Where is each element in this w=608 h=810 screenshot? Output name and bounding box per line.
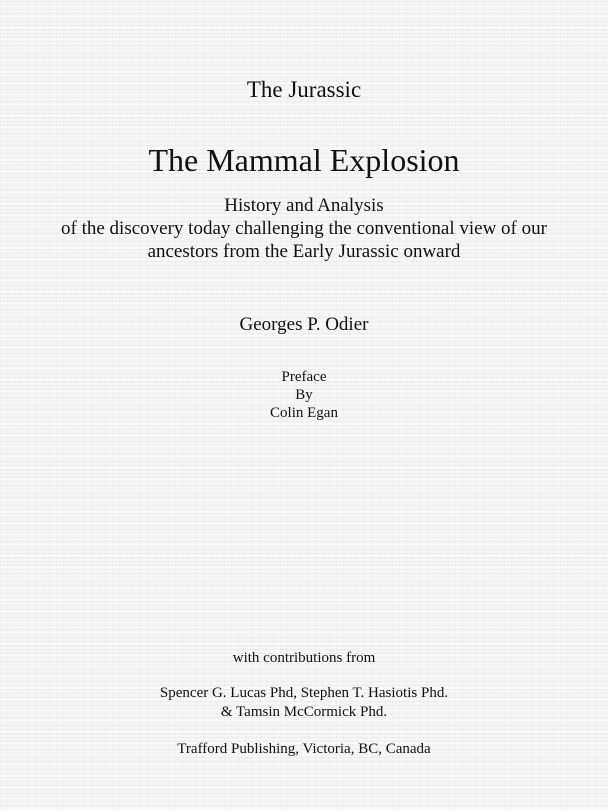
- publisher: Trafford Publishing, Victoria, BC, Canada: [177, 741, 431, 757]
- subtitle-line: of the discovery today challenging the conventional view of our: [61, 218, 547, 239]
- subtitle-line: ancestors from the Early Jurassic onward: [147, 241, 461, 262]
- preface-credit: [0, 368, 608, 422]
- book-title: The Mammal Explosion: [148, 142, 460, 178]
- subtitle-line: History and Analysis: [224, 195, 384, 216]
- subtitle: [0, 194, 608, 263]
- series-title: The Jurassic: [246, 77, 362, 102]
- contributions-label: with contributions from: [232, 650, 376, 666]
- preface-line: Colin Egan: [270, 405, 338, 421]
- contributors-line: & Tamsin McCormick Phd.: [220, 704, 388, 720]
- contributors-line: Spencer G. Lucas Phd, Stephen T. Hasiotis Phd.: [159, 685, 449, 701]
- preface-line: By: [295, 387, 313, 403]
- preface-line: Preface: [281, 369, 327, 385]
- contributors: [0, 684, 608, 722]
- author-name: Georges P. Odier: [239, 314, 369, 335]
